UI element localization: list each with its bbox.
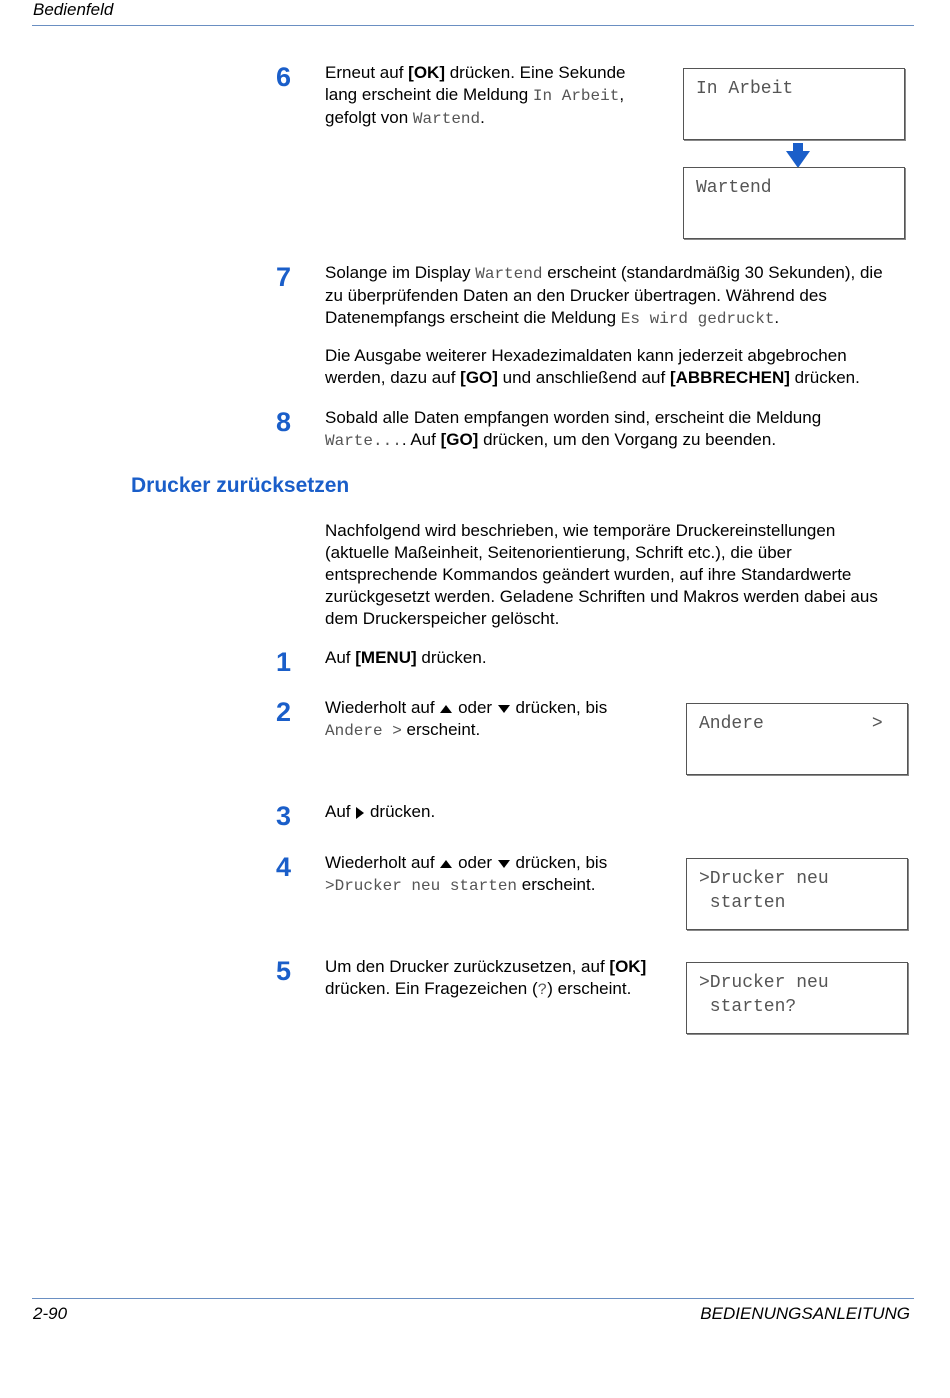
triangle-up-icon (439, 859, 453, 869)
down-arrow-icon (785, 141, 811, 169)
lcd-screen-in-arbeit: In Arbeit (683, 68, 905, 140)
footer-rule (32, 1298, 914, 1299)
triangle-right-icon (355, 806, 365, 820)
reset-step-1-number: 1 (276, 647, 292, 677)
footer-manual-title: BEDIENUNGSANLEITUNG (700, 1304, 910, 1323)
reset-step-5-number: 5 (276, 956, 292, 986)
section-title: Drucker zurücksetzen (131, 474, 350, 497)
step-6-number: 6 (276, 62, 292, 92)
footer-page-number: 2-90 (33, 1304, 68, 1323)
reset-step-4-number: 4 (276, 852, 292, 882)
reset-step-3-text: Auf drücken. (325, 802, 436, 821)
reset-step-2-number: 2 (276, 697, 292, 727)
step-7-number: 7 (276, 262, 292, 292)
step-7-paragraph-2: Die Ausgabe weiterer Hexadezimaldaten kann jederzeit abgebrochen werden, dazu auf [GO] und anschließend auf [ABBRECHEN] drücken. (325, 346, 860, 387)
triangle-down-icon (497, 704, 511, 714)
header-rule (32, 25, 914, 26)
step-8-text: Sobald alle Daten empfangen worden sind, erscheint die Meldung Warte.... Auf [GO] drücken, um den Vorgang zu beenden. (325, 408, 822, 450)
step-7-text: Solange im Display Wartend erscheint (standardmäßig 30 Sekunden), die zu überprüfenden Daten an den Drucker übertragen. Während des Datenempfangs erscheint die Meldung Es wird gedruckt. (325, 263, 883, 328)
lcd-screen-drucker-neu-starten: >Drucker neu starten (686, 858, 908, 930)
lcd-screen-andere: Andere > (686, 703, 908, 775)
reset-step-4-text: Wiederholt auf oder drücken, bis >Drucker neu starten erscheint. (325, 853, 608, 895)
header-title: Bedienfeld (33, 0, 114, 19)
lcd-screen-wartend: Wartend (683, 167, 905, 239)
step-8-number: 8 (276, 407, 292, 437)
section-intro: Nachfolgend wird beschrieben, wie temporäre Druckereinstellungen (aktuelle Maßeinheit, Seitenorientierung, Schrift etc.), die über entsprechende Kommandos geändert wurden, auf ihre Standardwerte zurückgesetzt werden. Geladene Schriften und Makros werden dabei aus dem Druckerspeicher gelöscht. (325, 521, 878, 628)
reset-step-5-text: Um den Drucker zurückzusetzen, auf [OK] drücken. Ein Fragezeichen (?) erscheint. (325, 957, 647, 999)
reset-step-2-text: Wiederholt auf oder drücken, bis Andere > erscheint. (325, 698, 608, 740)
reset-step-1-text: Auf [MENU] drücken. (325, 648, 487, 667)
lcd-screen-drucker-neu-starten-question: >Drucker neu starten? (686, 962, 908, 1034)
step-6-text: Erneut auf [OK] drücken. Eine Sekunde lang erscheint die Meldung In Arbeit, gefolgt von Wartend. (325, 63, 626, 128)
triangle-up-icon (439, 704, 453, 714)
triangle-down-icon (497, 859, 511, 869)
reset-step-3-number: 3 (276, 801, 292, 831)
